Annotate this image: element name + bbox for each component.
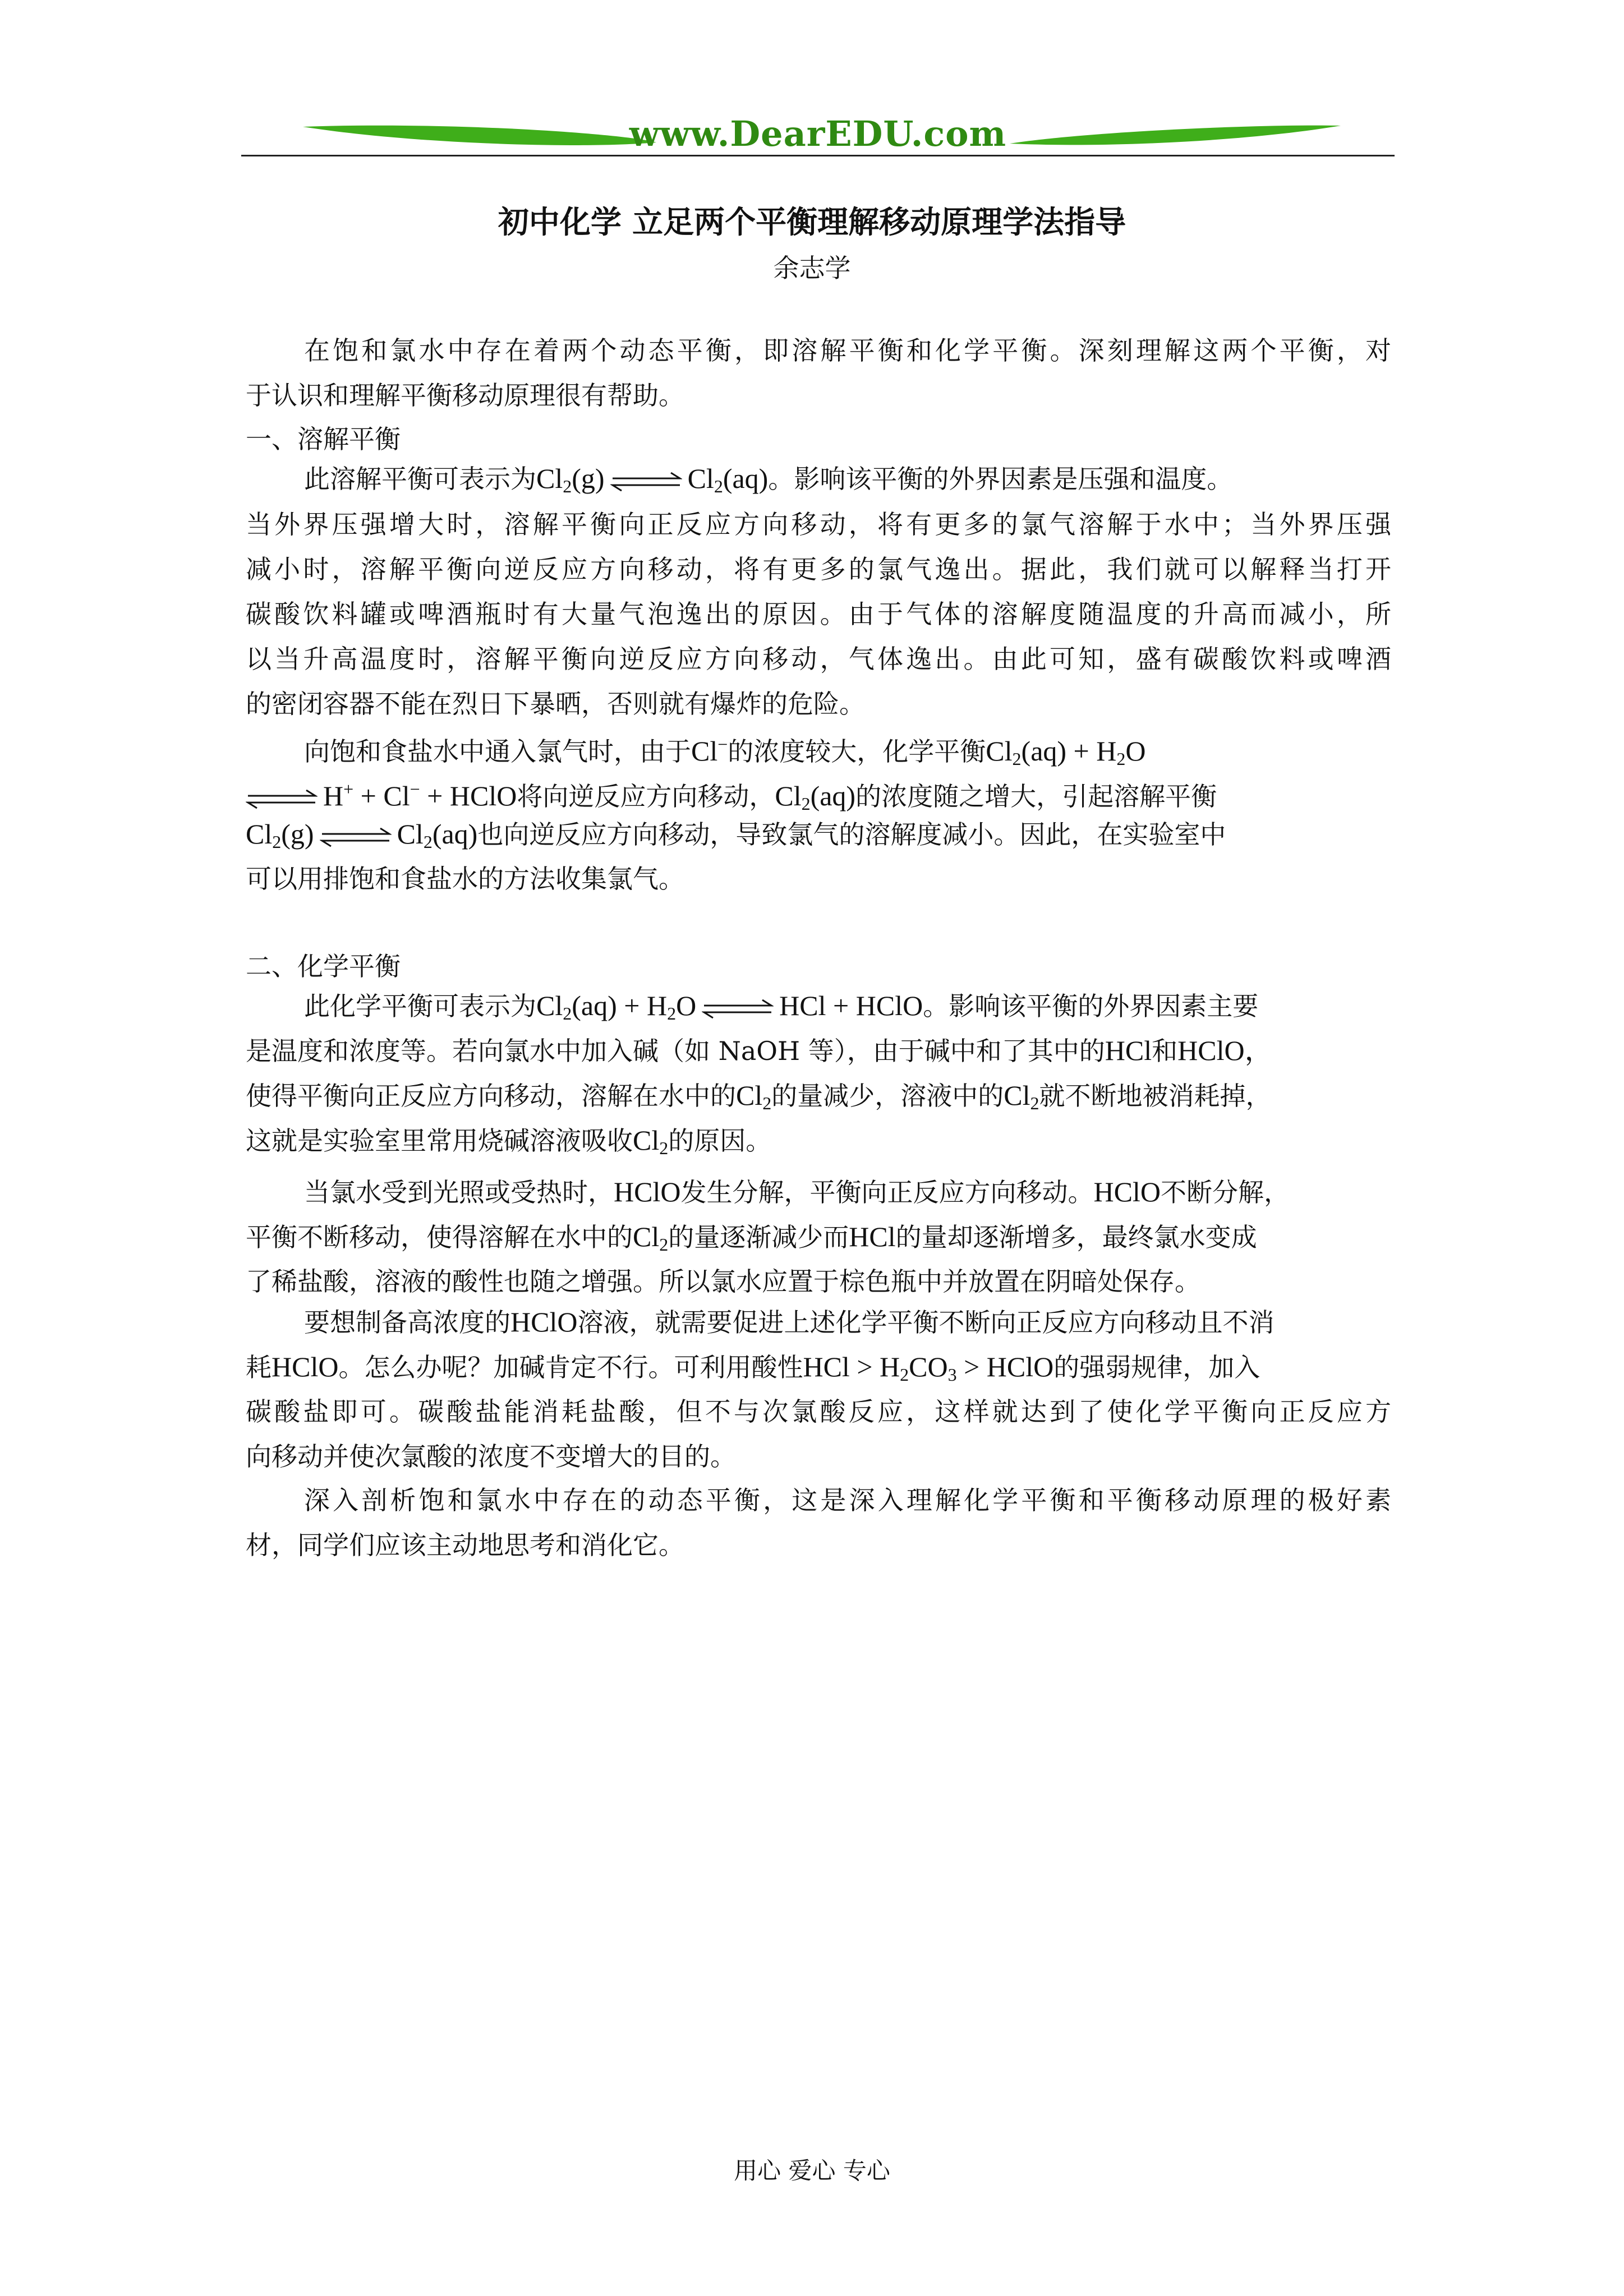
paragraph-line: 深入剖析饱和氯水中存在的动态平衡，这是深入理解化学平衡和平衡移动原理的极好素: [304, 1485, 1391, 1515]
paragraph-line: H+ + Cl− + HClO将向逆反应方向移动，$Cl_2(aq)$的浓度随之增大，引起溶解平衡: [246, 769, 1391, 823]
header-divider: [241, 155, 1395, 156]
site-header: [241, 110, 1395, 172]
paragraph-line: 此化学平衡可表示为$Cl_2(aq) + H_2O$ HCl + HClO。影响该平衡的外界因素主要: [304, 990, 1259, 1023]
page-footer: 用心 爱心 专心: [734, 2157, 890, 2184]
text-run: 。影响该平衡的外界因素是压强和温度。: [768, 464, 1233, 494]
paragraph-line: 是温度和浓度等。若向氯水中加入碱（如 NaOH 等），由于碱中和了其中的HCl和HClO，: [246, 1035, 1273, 1066]
paragraph-line: 当外界压强增大时，溶解平衡向正反应方向移动，将有更多的氯气溶解于水中；当外界压强: [246, 509, 1391, 540]
equation: $Cl_2(g)$ $Cl_2(aq)$: [246, 818, 478, 852]
acidity-order: HCl > $H_2CO_3$ > HClO: [803, 1351, 1054, 1385]
equilibrium-arrow-icon: [702, 998, 774, 1020]
paragraph-line: 在饱和氯水中存在着两个动态平衡，即溶解平衡和化学平衡。深刻理解这两个平衡，对: [304, 335, 1391, 366]
paragraph-line: 于认识和理解平衡移动原理很有帮助。: [246, 380, 684, 411]
paragraph-line: 碳酸饮料罐或啤酒瓶时有大量气泡逸出的原因。由于气体的溶解度随温度的升高而减小，所: [246, 599, 1391, 629]
section-heading: 二、化学平衡: [246, 951, 401, 981]
paragraph-line: 减小时，溶解平衡向逆反应方向移动，将有更多的氯气逸出。据此，我们就可以解释当打开: [246, 554, 1391, 584]
paragraph-line: $Cl_2(g)$ $Cl_2(aq)$也向逆反应方向移动，导致氯气的溶解度减小。因此，在实验室中: [246, 818, 1226, 852]
paragraph-line: 向饱和食盐水中通入氯气时，由于Cl−的浓度较大，化学平衡$Cl_2(aq) + H_2O$: [304, 734, 1146, 769]
paragraph-line: 当氯水受到光照或受热时，HClO发生分解，平衡向正反应方向移动。HClO不断分解，: [304, 1176, 1290, 1207]
chloride-ion: Cl−: [691, 734, 728, 767]
paragraph-line: 耗HClO。怎么办呢？加碱肯定不行。可利用酸性HCl > $H_2CO_3$ > HClO的强弱规律，加入: [246, 1351, 1260, 1385]
paragraph-line: 使得平衡向正反应方向移动，溶解在水中的$Cl_2$的量减少，溶液中的$Cl_2$就不断地被消耗掉，: [246, 1080, 1272, 1113]
section-heading: 一、溶解平衡: [246, 424, 401, 454]
paragraph-line: 材，同学们应该主动地思考和消化它。: [246, 1530, 684, 1560]
article-title: 初中化学 立足两个平衡理解移动原理学法指导: [498, 204, 1126, 240]
paragraph-line: 可以用排饱和食盐水的方法收集氯气。: [246, 864, 684, 894]
equilibrium-arrow-icon: [246, 788, 318, 810]
paragraph-line: 要想制备高浓度的HClO溶液，就需要促进上述化学平衡不断向正反应方向移动且不消: [304, 1306, 1275, 1338]
paragraph-line: [246, 459, 1391, 506]
site-logo-text[interactable]: www.DearEDU.com: [629, 113, 1007, 154]
equation: $Cl_2(g)$ $Cl_2(aq)$: [536, 463, 769, 496]
equation: $Cl_2(aq) + H_2O$: [986, 735, 1146, 769]
paragraph-line: 碳酸盐即可。碳酸盐能消耗盐酸，但不与次氯酸反应，这样就达到了使化学平衡向正反应方: [246, 1396, 1391, 1427]
equation: H+ + Cl− + HClO: [246, 780, 517, 812]
paragraph-line: 了稀盐酸，溶液的酸性也随之增强。所以氯水应置于棕色瓶中并放置在阴暗处保存。: [246, 1266, 1200, 1297]
text-run: 此溶解平衡可表示为: [304, 464, 536, 494]
equilibrium-arrow-icon: [610, 471, 682, 493]
paragraph-line: 以当升高温度时，溶解平衡向逆反应方向移动，气体逸出。由此可知，盛有碳酸饮料或啤酒: [246, 644, 1391, 674]
paragraph-line: 这就是实验室里常用烧碱溶液吸收$Cl_2$的原因。: [246, 1124, 772, 1158]
equation: $Cl_2(aq) + H_2O$ HCl + HClO: [536, 990, 923, 1023]
equilibrium-arrow-icon: [320, 826, 392, 849]
paragraph-line: 平衡不断移动，使得溶解在水中的$Cl_2$的量逐渐减少而HCl的量却逐渐增多，最终氯水变成: [246, 1221, 1257, 1255]
paragraph-line: 向移动并使次氯酸的浓度不变增大的目的。: [246, 1441, 736, 1472]
article-author: 余志学: [773, 253, 851, 283]
paragraph-line: 的密闭容器不能在烈日下暴晒，否则就有爆炸的危险。: [246, 689, 865, 719]
